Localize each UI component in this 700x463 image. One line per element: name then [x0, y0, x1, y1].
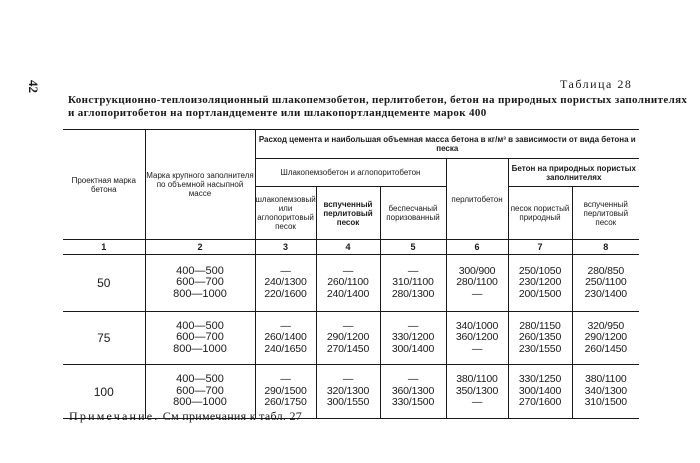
header-natural-sand: песок пористый природный — [508, 187, 572, 240]
cell-slag-sand: — 240/1300 220/1600 — [255, 255, 316, 312]
header-grade: Проектная марка бетона — [63, 130, 145, 240]
cell-slag-perlite: — 290/1200 270/1450 — [316, 312, 380, 365]
cell-perlite: 380/1100 350/1300 — — [446, 365, 508, 419]
header-slag-perlite: вспученный перлитовый песок — [316, 187, 380, 240]
column-number: 6 — [446, 240, 508, 255]
cell-perlite: 340/1000 360/1200 — — [446, 312, 508, 365]
cell-natural-perlite: 280/850 250/1100 230/1400 — [572, 255, 639, 312]
cell-slag-sandless: — 360/1300 330/1500 — [380, 365, 446, 419]
cell-slag-perlite: — 320/1300 300/1550 — [316, 365, 380, 419]
cell-slag-perlite: — 260/1100 240/1400 — [316, 255, 380, 312]
header-slag-sandless: беспесчаный поризованный — [380, 187, 446, 240]
cell-natural-perlite: 380/1100 340/1300 310/1500 — [572, 365, 639, 419]
column-number: 2 — [145, 240, 255, 255]
cell-grade: 75 — [63, 312, 145, 365]
page-number: 42 — [26, 80, 41, 93]
table-row — [63, 255, 639, 312]
cell-aggregate: 400—500 600—700 800—1000 — [145, 365, 255, 419]
cell-slag-sandless: — 330/1200 300/1400 — [380, 312, 446, 365]
cell-grade: 100 — [63, 365, 145, 419]
cell-natural-sand: 250/1050 230/1200 200/1500 — [508, 255, 572, 312]
column-number: 3 — [255, 240, 316, 255]
data-table — [63, 129, 639, 419]
cell-natural-perlite: 320/950 290/1200 260/1450 — [572, 312, 639, 365]
note-text: См примечания к табл. 27 — [162, 409, 303, 423]
cell-aggregate: 400—500 600—700 800—1000 — [145, 255, 255, 312]
header-slag-sand: шлакопемзовый или аглопоритовый песок — [255, 187, 316, 240]
caption-line-1: Конструкционно-теплоизоляционный шлакопемзобетон, перлитобетон, бетон на природных пористых заполнителях — [68, 94, 688, 106]
column-number: 7 — [508, 240, 572, 255]
cell-slag-sand: — 260/1400 240/1650 — [255, 312, 316, 365]
cell-aggregate: 400—500 600—700 800—1000 — [145, 312, 255, 365]
header-aggregate: Марка крупного заполнителя по объемной насыпной массе — [145, 130, 255, 240]
cell-natural-sand: 280/1150 260/1350 230/1550 — [508, 312, 572, 365]
note-label: Примечание. — [69, 409, 160, 423]
cell-grade: 50 — [63, 255, 145, 312]
table-caption — [68, 94, 688, 120]
header-perlite-concrete: перлитобетон — [446, 159, 508, 240]
cell-slag-sand: — 290/1500 260/1750 — [255, 365, 316, 419]
table-label: Таблица 28 — [560, 77, 633, 91]
header-slag-group: Шлакопемзобетон и аглопоритобетон — [255, 159, 446, 187]
header-natural-perlite: вспученный перлитовый песок — [572, 187, 639, 240]
cell-slag-sandless: — 310/1100 280/1300 — [380, 255, 446, 312]
table-note — [69, 409, 302, 424]
header-consumption: Расход цемента и наибольшая объемная масса бетона в кг/м³ в зависимости от вида бетона и песка — [255, 130, 639, 159]
column-number: 1 — [63, 240, 145, 255]
cell-perlite: 300/900 280/1100 — — [446, 255, 508, 312]
caption-line-2: и аглопоритобетон на портландцементе или шлакопортландцементе марок 400 — [68, 107, 487, 119]
column-number: 5 — [380, 240, 446, 255]
cell-natural-sand: 330/1250 300/1400 270/1600 — [508, 365, 572, 419]
column-number: 4 — [316, 240, 380, 255]
table-row — [63, 312, 639, 365]
column-number: 8 — [572, 240, 639, 255]
header-natural-group: Бетон на природных пористых заполнителях — [508, 159, 639, 187]
